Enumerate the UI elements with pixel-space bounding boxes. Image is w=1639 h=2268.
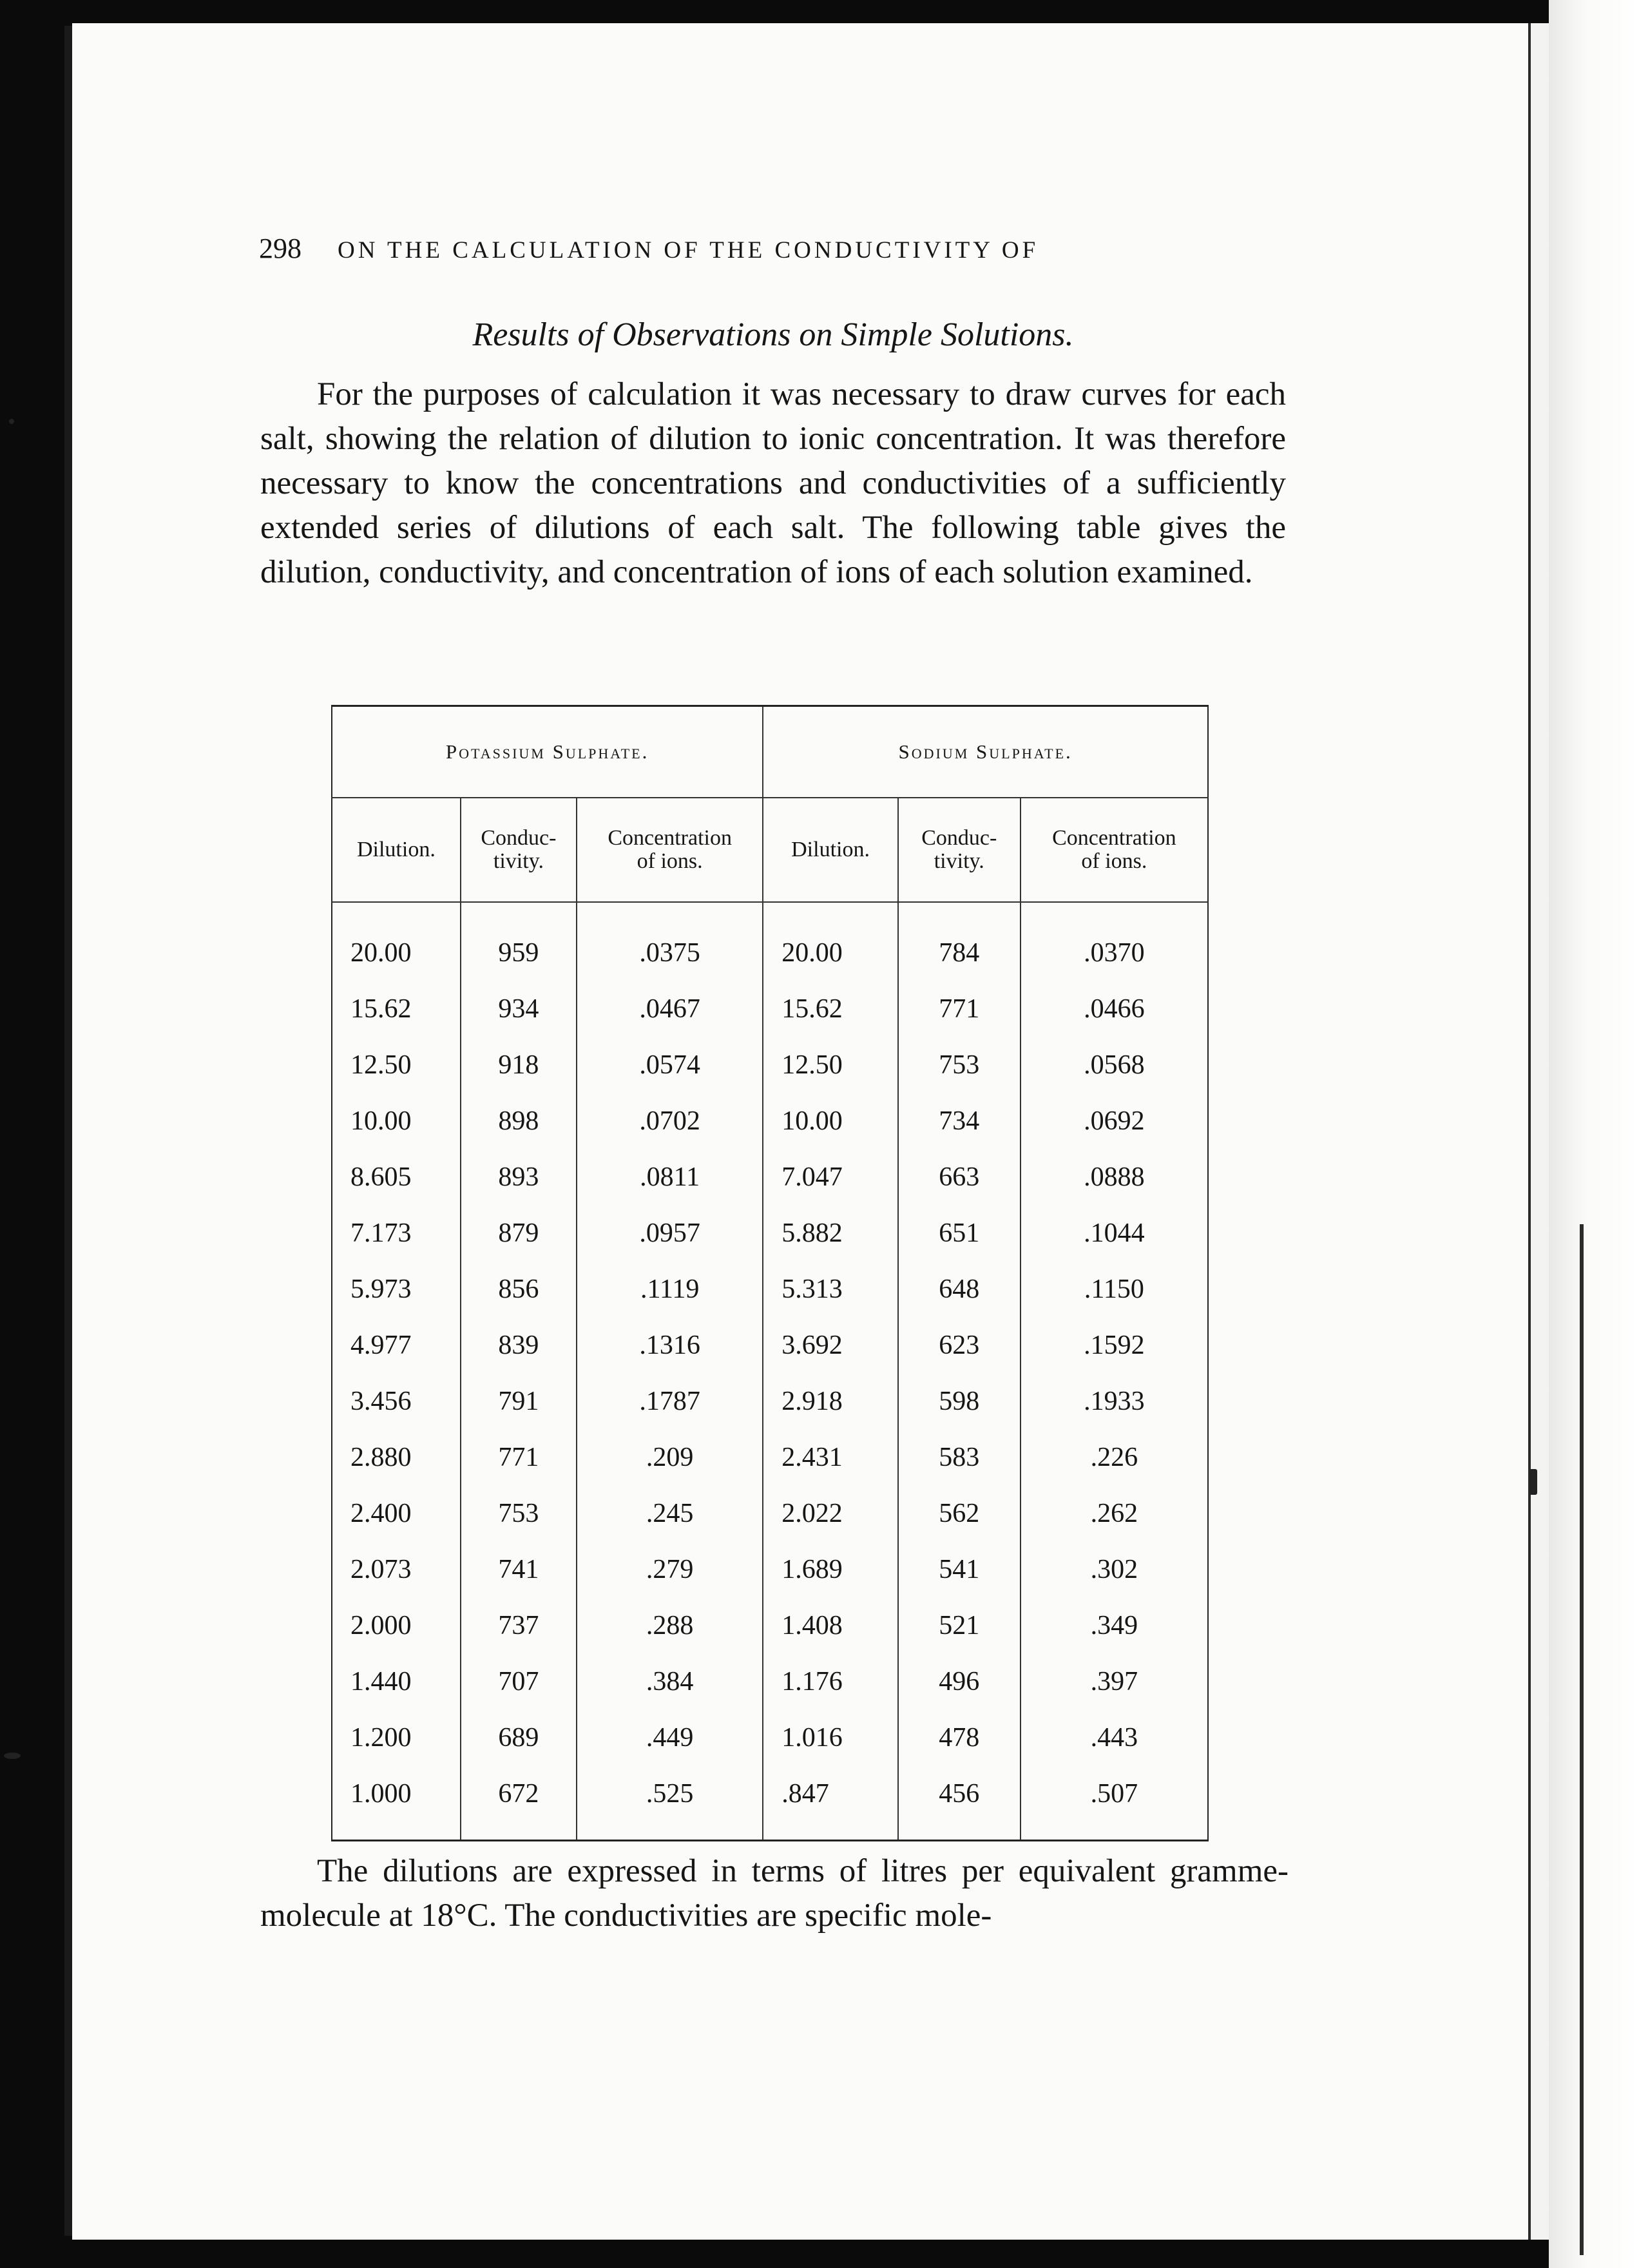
sodium-conductivity-cell: 734 — [898, 1093, 1021, 1149]
sodium-dilution-cell: 5.313 — [763, 1261, 898, 1317]
col-conductivity: Conduc- tivity. — [461, 798, 577, 902]
potassium-concentration-cell: .525 — [577, 1765, 763, 1841]
sodium-dilution-cell: 12.50 — [763, 1037, 898, 1093]
sodium-dilution-cell: 10.00 — [763, 1093, 898, 1149]
potassium-concentration-cell: .288 — [577, 1597, 763, 1653]
potassium-dilution-cell: 1.440 — [350, 1666, 412, 1696]
potassium-concentration-cell: .1119 — [577, 1261, 763, 1317]
sodium-dilution-cell: 15.62 — [763, 981, 898, 1037]
potassium-dilution-cell: 10.00 — [350, 1106, 412, 1136]
speck — [4, 1753, 21, 1759]
sodium-conductivity-cell: 651 — [898, 1205, 1021, 1261]
col-conductivity: Conduc- tivity. — [898, 798, 1021, 902]
sodium-conductivity-cell: 648 — [898, 1261, 1021, 1317]
potassium-conductivity-cell: 879 — [461, 1205, 577, 1261]
sodium-conductivity-cell: 583 — [898, 1429, 1021, 1485]
group-header-sodium: Sodium Sulphate. — [763, 706, 1208, 798]
table-row — [332, 1709, 1208, 1765]
potassium-conductivity-cell: 918 — [461, 1037, 577, 1093]
sodium-dilution-cell: 5.882 — [763, 1205, 898, 1261]
potassium-conductivity-cell: 737 — [461, 1597, 577, 1653]
potassium-conductivity-cell: 791 — [461, 1373, 577, 1429]
potassium-dilution-cell: 5.973 — [350, 1274, 412, 1304]
potassium-conductivity-cell: 934 — [461, 981, 577, 1037]
table-row — [332, 1373, 1208, 1429]
running-header — [259, 232, 1184, 265]
sodium-conductivity-cell: 598 — [898, 1373, 1021, 1429]
sodium-concentration-cell: .1150 — [1021, 1261, 1208, 1317]
sodium-conductivity-cell: 663 — [898, 1149, 1021, 1205]
sodium-concentration-cell: .1592 — [1021, 1317, 1208, 1373]
potassium-concentration-cell: .279 — [577, 1541, 763, 1597]
sodium-dilution-cell: 1.016 — [763, 1709, 898, 1765]
potassium-concentration-cell: .0375 — [577, 902, 763, 981]
table-row — [332, 902, 1208, 981]
sodium-conductivity-cell: 456 — [898, 1765, 1021, 1841]
sodium-dilution-cell: 20.00 — [763, 902, 898, 981]
col-dilution: Dilution. — [332, 798, 461, 902]
sodium-conductivity-cell: 478 — [898, 1709, 1021, 1765]
table-row — [332, 1765, 1208, 1841]
group-header-potassium: Potassium Sulphate. — [332, 706, 763, 798]
potassium-dilution-cell: 2.073 — [350, 1554, 412, 1584]
running-title: ON THE CALCULATION OF THE CONDUCTIVITY OF — [338, 237, 1039, 264]
potassium-dilution-cell: 2.880 — [350, 1442, 412, 1472]
sodium-concentration-cell: .0692 — [1021, 1093, 1208, 1149]
sodium-concentration-cell: .262 — [1021, 1485, 1208, 1541]
potassium-dilution-cell: 1.200 — [350, 1722, 412, 1753]
potassium-dilution-cell: 4.977 — [350, 1330, 412, 1360]
conductivity-table — [331, 705, 1209, 1841]
sodium-dilution-cell: 1.408 — [763, 1597, 898, 1653]
potassium-conductivity-cell: 689 — [461, 1709, 577, 1765]
potassium-dilution-cell: 12.50 — [350, 1050, 412, 1080]
sodium-concentration-cell: .1933 — [1021, 1373, 1208, 1429]
sodium-concentration-cell: .349 — [1021, 1597, 1208, 1653]
potassium-dilution-cell: 8.605 — [350, 1162, 412, 1192]
sodium-dilution-cell: 2.022 — [763, 1485, 898, 1541]
sodium-concentration-cell: .1044 — [1021, 1205, 1208, 1261]
sodium-concentration-cell: .226 — [1021, 1429, 1208, 1485]
potassium-conductivity-cell: 856 — [461, 1261, 577, 1317]
page-number: 298 — [259, 233, 302, 264]
sodium-conductivity-cell: 496 — [898, 1653, 1021, 1709]
col-dilution: Dilution. — [763, 798, 898, 902]
table-row — [332, 1093, 1208, 1149]
sodium-concentration-cell: .0466 — [1021, 981, 1208, 1037]
right-margin — [1549, 0, 1639, 2268]
potassium-conductivity-cell: 753 — [461, 1485, 577, 1541]
sodium-dilution-cell: 2.918 — [763, 1373, 898, 1429]
sodium-concentration-cell: .443 — [1021, 1709, 1208, 1765]
sodium-concentration-cell: .0370 — [1021, 902, 1208, 981]
potassium-concentration-cell: .0467 — [577, 981, 763, 1037]
sodium-conductivity-cell: 784 — [898, 902, 1021, 981]
potassium-concentration-cell: .0957 — [577, 1205, 763, 1261]
potassium-concentration-cell: .245 — [577, 1485, 763, 1541]
potassium-conductivity-cell: 893 — [461, 1149, 577, 1205]
closing-paragraph: The dilutions are expressed in terms of litres per equivalent gramme-molecule at 18°C. The conductivities are specific mole- — [260, 1853, 1289, 1934]
speck — [9, 419, 14, 424]
potassium-dilution-cell: 2.400 — [350, 1498, 412, 1528]
potassium-dilution-cell: 15.62 — [350, 994, 412, 1024]
table-row — [332, 1205, 1208, 1261]
potassium-concentration-cell: .1316 — [577, 1317, 763, 1373]
potassium-conductivity-cell: 707 — [461, 1653, 577, 1709]
spine-shadow-line — [1580, 1224, 1584, 2255]
sodium-concentration-cell: .0568 — [1021, 1037, 1208, 1093]
col-concentration: Concentration of ions. — [1021, 798, 1208, 902]
sodium-concentration-cell: .397 — [1021, 1653, 1208, 1709]
potassium-dilution-cell: 2.000 — [350, 1610, 412, 1640]
potassium-conductivity-cell: 839 — [461, 1317, 577, 1373]
sodium-dilution-cell: .847 — [763, 1765, 898, 1841]
sodium-dilution-cell: 1.176 — [763, 1653, 898, 1709]
potassium-concentration-cell: .0702 — [577, 1093, 763, 1149]
potassium-concentration-cell: .209 — [577, 1429, 763, 1485]
speck — [1529, 1469, 1537, 1495]
col-concentration: Concentration of ions. — [577, 798, 763, 902]
table-row — [332, 1597, 1208, 1653]
potassium-dilution-cell: 20.00 — [350, 937, 412, 968]
potassium-conductivity-cell: 741 — [461, 1541, 577, 1597]
sodium-dilution-cell: 2.431 — [763, 1429, 898, 1485]
potassium-dilution-cell: 3.456 — [350, 1386, 412, 1416]
sodium-dilution-cell: 1.689 — [763, 1541, 898, 1597]
potassium-dilution-cell: 7.173 — [350, 1218, 412, 1248]
potassium-conductivity-cell: 898 — [461, 1093, 577, 1149]
potassium-conductivity-cell: 959 — [461, 902, 577, 981]
potassium-concentration-cell: .0574 — [577, 1037, 763, 1093]
sodium-conductivity-cell: 562 — [898, 1485, 1021, 1541]
sodium-conductivity-cell: 771 — [898, 981, 1021, 1037]
sodium-dilution-cell: 7.047 — [763, 1149, 898, 1205]
potassium-concentration-cell: .449 — [577, 1709, 763, 1765]
table-row — [332, 981, 1208, 1037]
table-row — [332, 1485, 1208, 1541]
potassium-dilution-cell: 1.000 — [350, 1778, 412, 1809]
table-row — [332, 1261, 1208, 1317]
sodium-conductivity-cell: 753 — [898, 1037, 1021, 1093]
table-row — [332, 1149, 1208, 1205]
table-row — [332, 1429, 1208, 1485]
sodium-dilution-cell: 3.692 — [763, 1317, 898, 1373]
sodium-concentration-cell: .0888 — [1021, 1149, 1208, 1205]
table-row — [332, 1541, 1208, 1597]
potassium-concentration-cell: .384 — [577, 1653, 763, 1709]
potassium-concentration-cell: .0811 — [577, 1149, 763, 1205]
potassium-conductivity-cell: 771 — [461, 1429, 577, 1485]
table-row — [332, 1037, 1208, 1093]
sodium-conductivity-cell: 623 — [898, 1317, 1021, 1373]
sodium-conductivity-cell: 541 — [898, 1541, 1021, 1597]
table-row — [332, 1317, 1208, 1373]
intro-paragraph: For the purposes of calculation it was necessary to draw curves for each salt, showing the relation of dilution to ionic concentration. It was therefore necessary to know the concentrations and conductivities of a sufficiently extended series of dilutions of each salt. The following table gives the dilution, conductivity, and concentration of ions of each solution examined. — [260, 376, 1286, 590]
table-row — [332, 1653, 1208, 1709]
sodium-concentration-cell: .302 — [1021, 1541, 1208, 1597]
sodium-conductivity-cell: 521 — [898, 1597, 1021, 1653]
section-subtitle: Results of Observations on Simple Solutions. — [472, 316, 1074, 353]
potassium-concentration-cell: .1787 — [577, 1373, 763, 1429]
potassium-conductivity-cell: 672 — [461, 1765, 577, 1841]
sodium-concentration-cell: .507 — [1021, 1765, 1208, 1841]
